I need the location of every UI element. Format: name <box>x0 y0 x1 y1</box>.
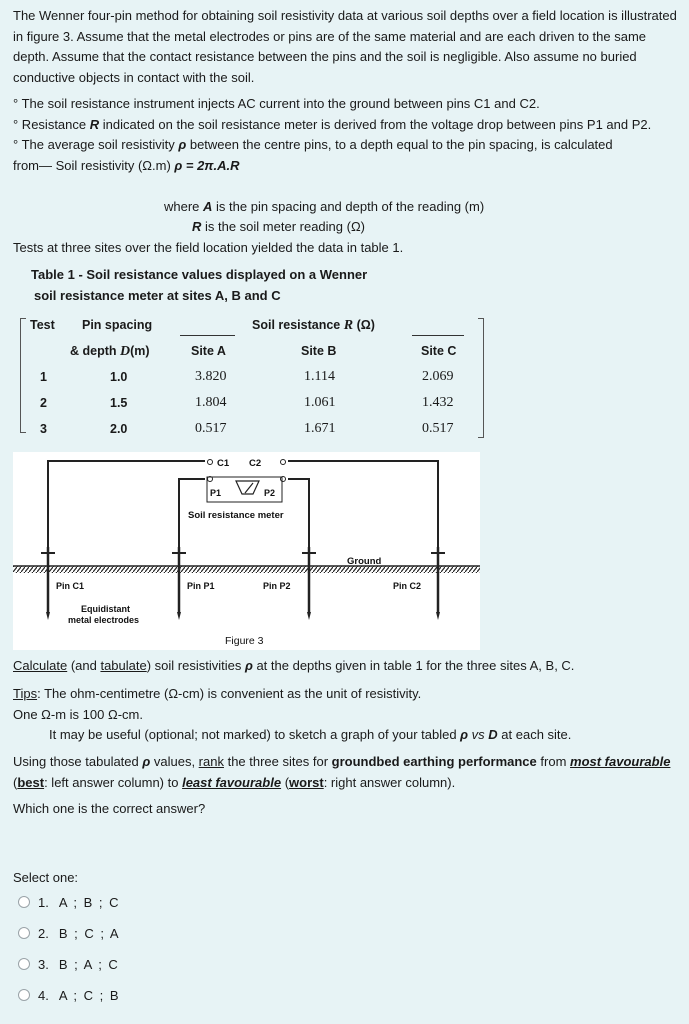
formula-line: from— Soil resistivity (Ω.m) ρ = 2π.A.R <box>13 157 240 173</box>
bullet-ac-current: ° The soil resistance instrument injects AC current into the ground between pins C1 and C2. <box>13 96 540 111</box>
meter-p1-label: P1 <box>210 488 222 498</box>
bullet-resistance: ° Resistance R indicated on the soil resistance meter is derived from the voltage drop between pins P1 and P2. <box>13 116 652 132</box>
cell-site-a: 3.820 <box>195 369 227 384</box>
header-pin-spacing: Pin spacing <box>82 318 153 332</box>
cell-depth: 1.0 <box>110 370 128 384</box>
figure-caption: Figure 3 <box>225 635 264 647</box>
cell-test: 2 <box>40 396 47 410</box>
header-rule-left <box>180 335 235 336</box>
radio-button[interactable] <box>18 927 30 939</box>
pin-p2 <box>302 547 316 620</box>
answer-option-2[interactable]: 2. B ; C ; A <box>18 922 120 944</box>
cell-test: 3 <box>40 422 47 436</box>
pin-p2-label: Pin P2 <box>263 581 291 591</box>
table-left-bracket <box>20 318 26 433</box>
radio-button[interactable] <box>18 958 30 970</box>
ground-label: Ground <box>347 556 382 567</box>
meter-p2-label: P2 <box>264 488 276 498</box>
table-caption-line2: soil resistance meter at sites A, B and C <box>34 288 281 303</box>
where-a-line: where A is the pin spacing and depth of the reading (m) <box>164 199 485 214</box>
tips-line: Tips: The ohm-centimetre (Ω-cm) is convenient as the unit of resistivity. <box>13 686 422 701</box>
rank-instruction: Using those tabulated ρ values, rank the three sites for groundbed earthing performance from most favourable (best: left answer column) to least favourable (worst: right answer column). <box>13 754 671 790</box>
pin-c1 <box>41 547 55 620</box>
pin-p1-label: Pin P1 <box>187 581 215 591</box>
cell-site-c: 1.432 <box>422 395 454 410</box>
header-rule-right <box>412 335 464 336</box>
question-text: Which one is the correct answer? <box>13 801 206 816</box>
where-r-line: R is the soil meter reading (Ω) <box>192 219 366 234</box>
cell-site-a: 0.517 <box>195 421 227 436</box>
electrodes-label-line2: metal electrodes <box>68 615 140 625</box>
cell-depth: 1.5 <box>110 396 128 410</box>
pin-c2-label: Pin C2 <box>393 581 422 591</box>
cell-site-a: 1.804 <box>195 395 227 410</box>
header-site-a: Site A <box>191 344 226 358</box>
figure-3-wenner-diagram <box>13 452 480 650</box>
graph-hint-line: It may be useful (optional; not marked) to sketch a graph of your tabled ρ vs D at each site. <box>49 727 572 742</box>
pin-c1-label: Pin C1 <box>56 581 85 591</box>
meter-c1-label: C1 <box>217 458 230 469</box>
header-depth: & depth D(m) <box>70 344 150 359</box>
answer-option-4[interactable]: 4. A ; C ; B <box>18 984 120 1006</box>
wire-c2 <box>288 461 438 556</box>
pin-c2 <box>431 547 445 620</box>
soil-resistance-table <box>20 314 486 440</box>
header-site-c: Site C <box>421 344 457 358</box>
bullet-resistivity: ° The average soil resistivity ρ between the centre pins, to a depth equal to the pin spacing, is calculated <box>13 137 613 152</box>
intro-paragraph <box>13 6 681 88</box>
pin-p1 <box>172 547 186 620</box>
header-soil-resistance: Soil resistance R (Ω) <box>252 318 375 333</box>
cell-depth: 2.0 <box>110 422 128 436</box>
radio-button[interactable] <box>18 989 30 1001</box>
select-one-label: Select one: <box>13 870 79 885</box>
calculate-instruction: Calculate (and tabulate) soil resistivities ρ at the depths given in table 1 for the three sites A, B, C. <box>13 658 575 673</box>
wire-p2 <box>288 479 309 556</box>
cell-test: 1 <box>40 370 47 384</box>
ground-hatch <box>13 566 480 573</box>
cell-site-b: 1.061 <box>304 395 336 410</box>
header-site-b: Site B <box>301 344 337 358</box>
table-caption-line1: Table 1 - Soil resistance values displayed on a Wenner <box>31 267 368 282</box>
cell-site-c: 0.517 <box>422 421 454 436</box>
answer-option-3[interactable]: 3. B ; A ; C <box>18 953 119 975</box>
cell-site-c: 2.069 <box>422 369 454 384</box>
bullet-list <box>13 94 681 176</box>
meter-caption: Soil resistance meter <box>188 510 284 521</box>
radio-button[interactable] <box>18 896 30 908</box>
meter-c2-label: C2 <box>249 458 262 469</box>
cell-site-b: 1.671 <box>304 421 336 436</box>
tests-line: Tests at three sites over the field location yielded the data in table 1. <box>13 240 404 255</box>
table-right-bracket <box>478 318 484 438</box>
unit-conversion-line: One Ω-m is 100 Ω-cm. <box>13 707 143 722</box>
cell-site-b: 1.114 <box>304 369 335 384</box>
electrodes-label-line1: Equidistant <box>81 604 130 614</box>
intro-text: The Wenner four-pin method for obtaining soil resistivity data at various soil depths over a field location is illustrated in figure 3. Assume that the metal electrodes or pins are of the same material and are each driven to the same depth. Assume that the contact resistance between the pins and the soil is negligible. Also assume no buried conductive objects in contact with the soil. <box>13 8 677 85</box>
header-test: Test <box>30 318 55 332</box>
answer-option-1[interactable]: 1. A ; B ; C <box>18 891 120 913</box>
resistivity-formula: ρ = 2π.A.R <box>174 157 240 173</box>
wire-c1 <box>48 461 211 556</box>
